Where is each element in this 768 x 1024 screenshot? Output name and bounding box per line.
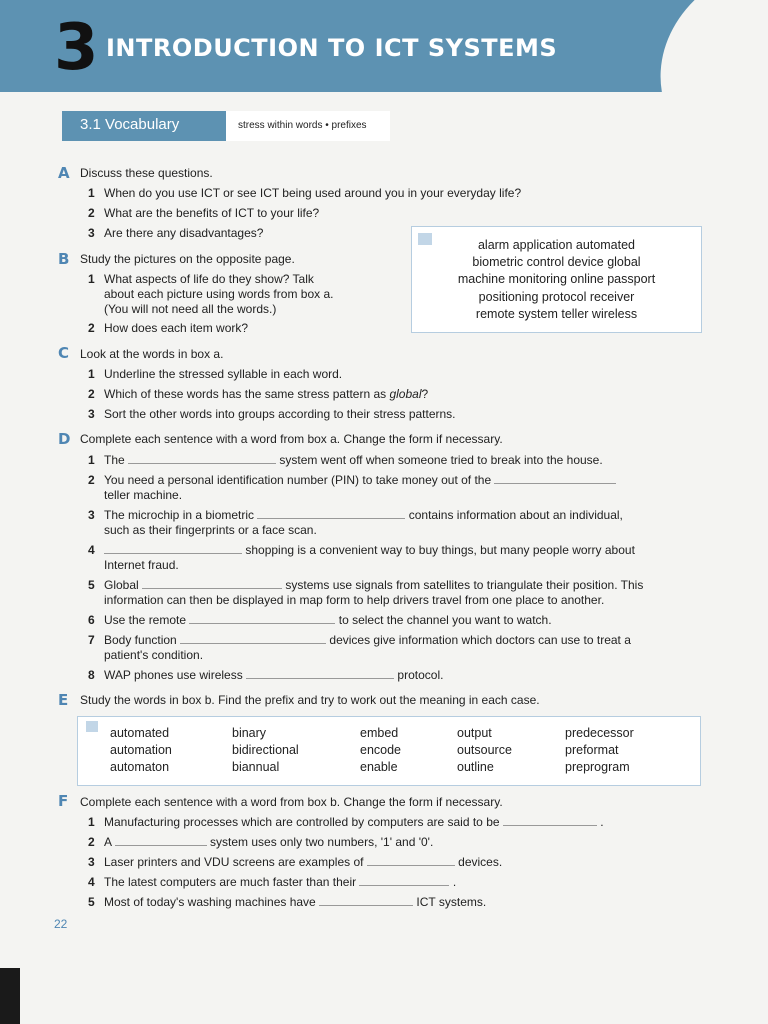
question: When do you use ICT or see ICT being used around you in your everyday life? — [104, 186, 522, 200]
exercise-letter-e: E — [58, 691, 69, 709]
box-b-word: preformat — [565, 743, 619, 757]
answer-blank[interactable] — [367, 856, 455, 866]
box-label-b — [86, 721, 98, 732]
sentence-text: ICT systems. — [416, 895, 487, 909]
item-number: 1 — [88, 186, 95, 200]
sentence-text: to select the channel you want to watch. — [338, 613, 552, 627]
item-number: 1 — [88, 453, 95, 467]
sentence-text: devices give information which doctors can use to treat a — [329, 633, 631, 647]
item-number: 6 — [88, 613, 95, 627]
sentence — [104, 473, 616, 487]
item-number: 1 — [88, 815, 95, 829]
exercise-c-instruction: Look at the words in box a. — [80, 347, 224, 361]
answer-blank[interactable] — [189, 614, 335, 624]
answer-blank[interactable] — [128, 454, 276, 464]
sentence — [104, 835, 433, 849]
sentence: Internet fraud. — [104, 558, 179, 572]
item-number: 5 — [88, 578, 95, 592]
question: Are there any disadvantages? — [104, 226, 264, 240]
answer-blank[interactable] — [319, 896, 413, 906]
answer-blank[interactable] — [257, 509, 405, 519]
answer-blank[interactable] — [246, 669, 394, 679]
sentence — [104, 895, 486, 909]
item-number: 2 — [88, 321, 95, 335]
box-b-word: bidirectional — [232, 743, 299, 757]
answer-blank[interactable] — [104, 544, 242, 554]
sentence-text: system uses only two numbers, '1' and '0'. — [210, 835, 434, 849]
sentence-text: A — [104, 835, 112, 849]
box-b-word: embed — [360, 726, 399, 740]
answer-blank[interactable] — [180, 634, 326, 644]
sentence-text: devices. — [458, 855, 503, 869]
exercise-letter-b: B — [58, 250, 70, 268]
exercise-a-instruction: Discuss these questions. — [80, 166, 213, 180]
box-b-word: binary — [232, 726, 267, 740]
item-number: 7 — [88, 633, 95, 647]
chapter-number: 3 — [54, 11, 99, 85]
item-number: 4 — [88, 543, 95, 557]
answer-blank[interactable] — [359, 876, 449, 886]
sentence — [104, 855, 502, 869]
sentence-text: . — [600, 815, 604, 829]
sentence — [104, 633, 631, 647]
sentence: patient's condition. — [104, 648, 204, 662]
box-b-word: output — [457, 726, 492, 740]
box-b-word: preprogram — [565, 760, 630, 774]
box-a-row: alarm application automated — [477, 238, 636, 252]
sentence-text: The microchip in a biometric — [104, 508, 255, 522]
box-b-word: outsource — [457, 743, 512, 757]
item-number: 2 — [88, 835, 95, 849]
question-text: ? — [421, 387, 429, 401]
answer-blank[interactable] — [142, 579, 282, 589]
sentence-text: You need a personal identification number (PIN) to take money out of the — [104, 473, 492, 487]
sentence-text: systems use signals from satellites to triangulate their position. This — [285, 578, 644, 592]
sentence-text: protocol. — [397, 668, 444, 682]
question: Underline the stressed syllable in each word. — [104, 367, 343, 381]
sentence-text: shopping is a convenient way to buy things, but many people worry about — [245, 543, 635, 557]
question: What aspects of life do they show? Talk — [104, 272, 314, 286]
sentence — [104, 668, 443, 682]
question-emphasis: global — [389, 387, 422, 401]
question: How does each item work? — [104, 321, 249, 335]
sentence-text: contains information about an individual, — [408, 508, 623, 522]
item-number: 2 — [88, 206, 95, 220]
sentence — [104, 815, 604, 829]
box-b-word: predecessor — [565, 726, 634, 740]
sentence — [104, 875, 456, 889]
section-label: 3.1 Vocabulary — [80, 116, 180, 133]
exercise-letter-c: C — [58, 344, 70, 362]
sentence — [104, 453, 603, 467]
item-number: 1 — [88, 367, 95, 381]
exercise-d-instruction: Complete each sentence with a word from box a. Change the form if necessary. — [80, 432, 503, 446]
sentence — [104, 508, 623, 522]
answer-blank[interactable] — [494, 474, 616, 484]
item-number: 8 — [88, 668, 95, 682]
exercise-letter-a: A — [58, 164, 70, 182]
sentence-text: Laser printers and VDU screens are examples of — [104, 855, 364, 869]
question-text: Which of these words has the same stress pattern as — [104, 387, 390, 401]
box-a-row: positioning protocol receiver — [478, 290, 635, 304]
section-subtitle: stress within words • prefixes — [238, 120, 367, 131]
exercise-f-instruction: Complete each sentence with a word from box b. Change the form if necessary. — [80, 795, 503, 809]
question: (You will not need all the words.) — [104, 302, 277, 316]
item-number: 3 — [88, 855, 95, 869]
box-b-word: encode — [360, 743, 402, 757]
sentence-text: The latest computers are much faster than their — [104, 875, 357, 889]
sentence-text: Manufacturing processes which are controlled by computers are said to be — [104, 815, 500, 829]
section-subtitle-bar — [226, 111, 390, 141]
box-a-row: biometric control device global — [472, 255, 641, 269]
exercise-b-instruction: Study the pictures on the opposite page. — [80, 252, 295, 266]
item-number: 3 — [88, 226, 95, 240]
sentence: teller machine. — [104, 488, 183, 502]
sentence-text: Use the remote — [104, 613, 187, 627]
sentence-text: Body function — [104, 633, 177, 647]
sentence — [104, 543, 635, 557]
sentence-text: Most of today's washing machines have — [104, 895, 316, 909]
question — [104, 387, 428, 401]
item-number: 3 — [88, 407, 95, 421]
book-spine-edge — [0, 968, 20, 1024]
chapter-title: INTRODUCTION TO ICT SYSTEMS — [106, 34, 558, 62]
word-box-a — [411, 226, 702, 333]
exercise-letter-d: D — [58, 430, 71, 448]
sentence: information can then be displayed in map form to help drivers travel from one place to another. — [104, 593, 605, 607]
sentence-text: system went off when someone tried to break into the house. — [279, 453, 603, 467]
answer-blank[interactable] — [115, 836, 207, 846]
exercise-letter-f: F — [58, 792, 69, 810]
box-a-row: machine monitoring online passport — [457, 272, 656, 286]
sentence — [104, 613, 552, 627]
box-b-word: automated — [110, 726, 170, 740]
word-box-b — [77, 716, 701, 786]
box-b-word: outline — [457, 760, 494, 774]
item-number: 2 — [88, 473, 95, 487]
sentence-text: . — [452, 875, 457, 889]
sentence — [104, 578, 643, 592]
sentence-text: The — [104, 453, 125, 467]
answer-blank[interactable] — [503, 816, 597, 826]
box-b-word: enable — [360, 760, 398, 774]
item-number: 3 — [88, 508, 95, 522]
item-number: 1 — [88, 272, 95, 286]
box-b-word: biannual — [232, 760, 280, 774]
page-number: 22 — [54, 917, 68, 931]
box-b-word: automaton — [110, 760, 170, 774]
exercise-e-instruction: Study the words in box b. Find the prefix and try to work out the meaning in each case. — [80, 693, 540, 707]
item-number: 5 — [88, 895, 95, 909]
item-number: 2 — [88, 387, 95, 401]
question: about each picture using words from box a. — [104, 287, 334, 301]
box-b-word: automation — [110, 743, 172, 757]
sentence-text: Global — [104, 578, 139, 592]
sentence: such as their fingerprints or a face scan. — [104, 523, 317, 537]
question: What are the benefits of ICT to your life? — [104, 206, 320, 220]
section-label-bar — [62, 111, 226, 141]
sentence-text: WAP phones use wireless — [104, 668, 243, 682]
item-number: 4 — [88, 875, 95, 889]
question: Sort the other words into groups according to their stress patterns. — [104, 407, 456, 421]
box-a-row: remote system teller wireless — [475, 307, 638, 321]
